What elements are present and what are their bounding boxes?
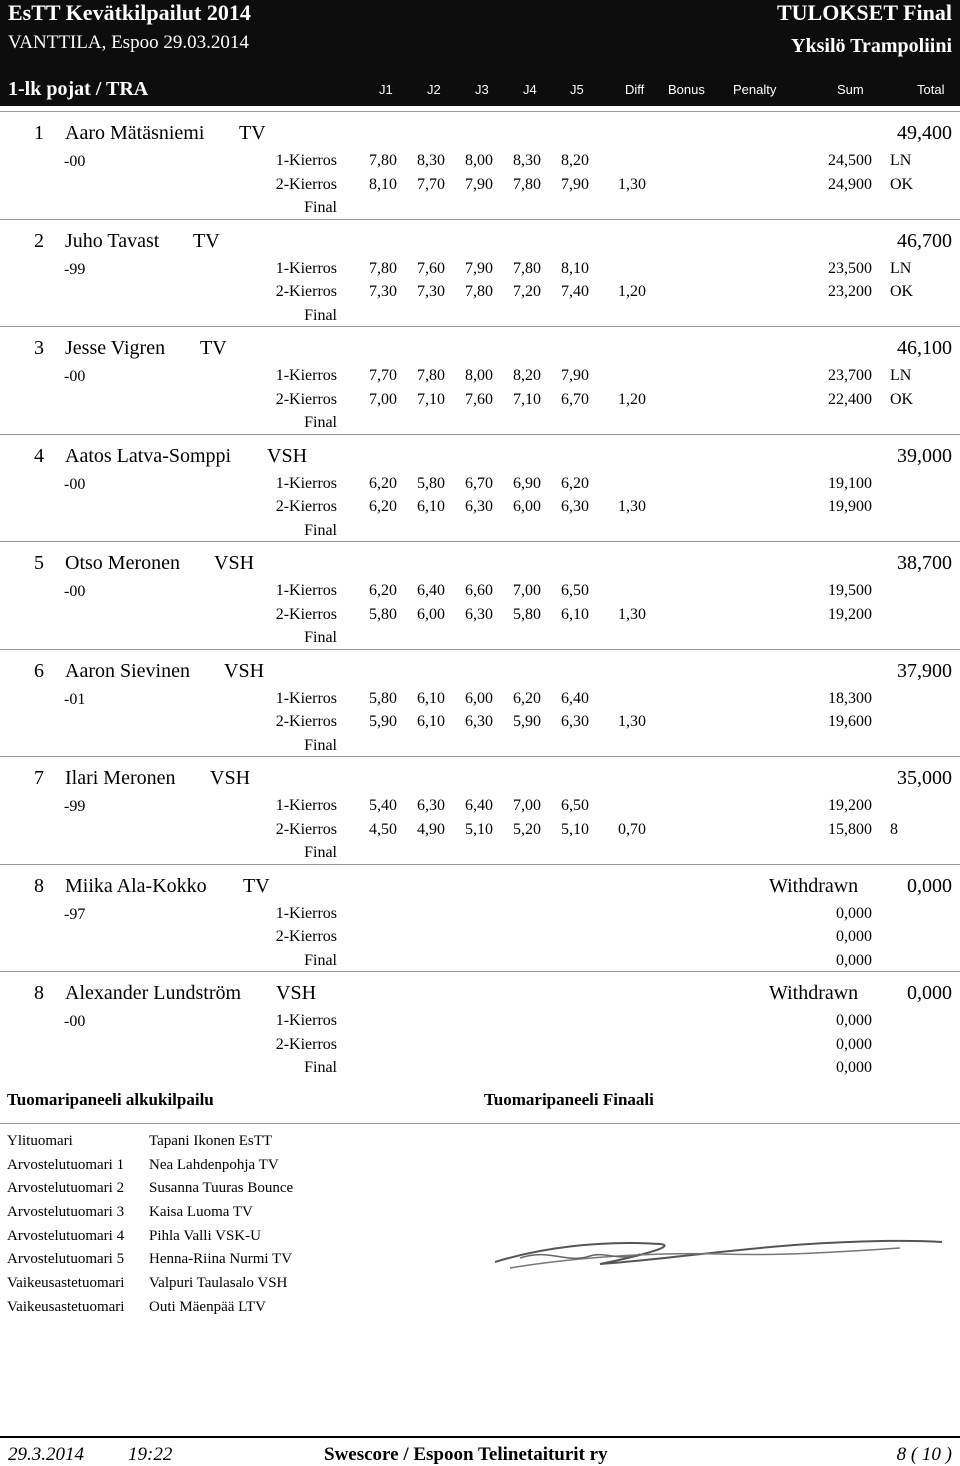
difficulty-score: 1,30 — [618, 605, 646, 623]
judge-score-j5: 7,90 — [561, 367, 589, 384]
judge-score-j2: 6,30 — [417, 797, 445, 814]
competitor-club: TV — [193, 229, 220, 252]
judge-score-j5: 5,10 — [561, 820, 589, 838]
competitor-block — [0, 219, 960, 327]
judge-score-j4: 5,90 — [513, 713, 541, 730]
judge-score-j1: 4,50 — [369, 820, 397, 838]
judge-score-j5: 6,50 — [561, 582, 589, 599]
round-sum: 0,000 — [836, 904, 872, 922]
judge-score-j3: 5,10 — [465, 820, 493, 838]
round-label: 1-Kierros — [275, 367, 337, 384]
round-label: 1-Kierros — [275, 152, 337, 169]
score-row — [0, 928, 960, 951]
judge-score-j2: 6,10 — [417, 713, 445, 730]
score-row — [0, 1012, 960, 1035]
competitor-place: 1 — [34, 122, 44, 144]
judge-score-j2: 6,40 — [417, 582, 445, 599]
round-label: Final — [304, 414, 337, 431]
competitor-block — [0, 326, 960, 434]
judge-score-j1: 6,20 — [369, 498, 397, 515]
judge-score-j5: 6,30 — [561, 713, 589, 730]
judge-role: Arvostelutuomari 1 — [7, 1156, 125, 1173]
judge-role: Ylituomari — [7, 1133, 73, 1149]
round-label: Final — [304, 521, 337, 539]
judge-score-j3: 6,70 — [465, 474, 493, 492]
competitor-club: TV — [239, 122, 266, 144]
judge-name: Outi Mäenpää LTV — [149, 1298, 266, 1315]
round-sum: 19,100 — [828, 474, 872, 492]
competitor-block — [0, 434, 960, 542]
difficulty-score: 1,30 — [618, 713, 646, 730]
judge-score-j4: 7,80 — [513, 259, 541, 277]
round-label: 1-Kierros — [275, 1012, 337, 1029]
judge-score-j2: 8,30 — [417, 152, 445, 169]
competitor-name: Ilari Meronen — [65, 767, 176, 789]
round-label: 1-Kierros — [275, 259, 337, 277]
judge-score-j1: 5,80 — [369, 689, 397, 707]
score-row — [0, 821, 960, 844]
competitor-status: Withdrawn — [769, 874, 859, 897]
round-label: 1-Kierros — [275, 797, 337, 814]
competitor-block — [0, 971, 960, 1079]
round-label: Final — [304, 844, 337, 861]
score-row — [0, 690, 960, 713]
judge-score-j4: 6,20 — [513, 689, 541, 707]
judge-score-j4: 6,00 — [513, 498, 541, 515]
judge-name: Susanna Tuuras Bounce — [149, 1180, 294, 1197]
competitor-birth-year: -97 — [64, 905, 86, 923]
judge-score-j5: 6,30 — [561, 498, 589, 515]
judge-score-j3: 7,90 — [465, 175, 493, 193]
round-sum: 0,000 — [836, 928, 872, 945]
round-label: 2-Kierros — [275, 498, 337, 515]
round-mark: LN — [890, 367, 912, 384]
competitor-place: 6 — [34, 659, 44, 682]
round-label: Final — [304, 199, 337, 216]
competitor-club: TV — [243, 874, 270, 897]
round-sum: 0,000 — [836, 951, 872, 969]
judge-score-j5: 6,40 — [561, 689, 589, 707]
footer-page-number: 8 ( 10 ) — [896, 1444, 952, 1465]
judge-score-j1: 8,10 — [369, 175, 397, 193]
competitor-club: VSH — [214, 552, 255, 574]
competitor-total: 0,000 — [907, 982, 952, 1004]
round-label: 2-Kierros — [275, 713, 337, 730]
panel-title-prelim: Tuomaripaneeli alkukilpailu — [7, 1090, 214, 1109]
judge-score-j1: 7,70 — [369, 367, 397, 384]
judge-score-j5: 6,70 — [561, 390, 589, 408]
round-sum: 18,300 — [828, 689, 872, 707]
round-sum: 0,000 — [836, 1012, 872, 1029]
score-row — [0, 283, 960, 306]
round-sum: 19,500 — [828, 582, 872, 599]
competitor-block — [0, 649, 960, 757]
competitor-name: Otso Meronen — [65, 552, 180, 574]
round-sum: 23,500 — [828, 259, 872, 277]
competitor-total: 49,400 — [897, 122, 952, 144]
competitor-place: 8 — [34, 874, 44, 897]
judge-score-j4: 7,80 — [513, 175, 541, 193]
score-row — [0, 367, 960, 390]
judge-role: Arvostelutuomari 5 — [7, 1251, 125, 1268]
judge-score-j4: 5,20 — [513, 820, 541, 838]
round-label: Final — [304, 629, 337, 646]
round-label: 2-Kierros — [275, 175, 337, 193]
judge-score-j4: 7,00 — [513, 797, 541, 814]
round-sum: 24,500 — [828, 152, 872, 169]
judge-score-j5: 8,10 — [561, 259, 589, 277]
competitor-name: Aaro Mätäsniemi — [65, 122, 205, 144]
judge-score-j3: 8,00 — [465, 152, 493, 169]
judge-score-j4: 8,20 — [513, 367, 541, 384]
judge-score-j4: 8,30 — [513, 152, 541, 169]
judge-score-j3: 7,80 — [465, 283, 493, 300]
page-footer — [0, 1436, 960, 1466]
competitor-birth-year: -99 — [64, 260, 86, 278]
competitor-birth-year: -00 — [64, 475, 86, 493]
competitor-block — [0, 864, 960, 972]
difficulty-score: 1,30 — [618, 175, 646, 193]
score-row — [0, 260, 960, 283]
judge-score-j1: 6,20 — [369, 474, 397, 492]
signature-image — [480, 1218, 950, 1288]
round-mark: LN — [890, 259, 912, 277]
competitor-block — [0, 756, 960, 864]
round-sum: 19,900 — [828, 498, 872, 515]
score-row — [0, 391, 960, 414]
judge-name: Nea Lahdenpohja TV — [149, 1156, 279, 1173]
score-row — [0, 475, 960, 498]
footer-time: 19:22 — [128, 1444, 173, 1465]
round-mark: OK — [890, 390, 914, 408]
judge-score-j2: 6,00 — [417, 605, 445, 623]
judge-score-j5: 6,10 — [561, 605, 589, 623]
round-label: Final — [304, 306, 337, 324]
results-table — [0, 111, 960, 1079]
judge-score-j2: 6,10 — [417, 498, 445, 515]
judge-role: Arvostelutuomari 3 — [7, 1204, 125, 1221]
competitor-total: 38,700 — [897, 552, 952, 574]
round-mark: 8 — [890, 820, 898, 838]
round-mark: OK — [890, 283, 914, 300]
competitor-birth-year: -99 — [64, 798, 86, 815]
competitor-place: 2 — [34, 229, 44, 252]
competitor-birth-year: -00 — [64, 1013, 86, 1030]
judge-score-j2: 5,80 — [417, 474, 445, 492]
judge-score-j5: 6,20 — [561, 474, 589, 492]
judge-score-j2: 7,70 — [417, 175, 445, 193]
panel-divider — [0, 1123, 960, 1124]
competitor-name: Jesse Vigren — [65, 337, 166, 359]
competitor-name: Juho Tavast — [65, 229, 160, 252]
competitor-total: 37,900 — [897, 659, 952, 682]
round-label: 2-Kierros — [275, 605, 337, 623]
judge-score-j5: 7,40 — [561, 283, 589, 300]
col-header-j1: J1 — [379, 82, 393, 97]
competitor-club: VSH — [224, 659, 265, 682]
competitor-name: Alexander Lundström — [65, 982, 242, 1004]
round-label: 2-Kierros — [275, 1035, 337, 1053]
panel-title-final: Tuomaripaneeli Finaali — [484, 1090, 654, 1109]
competitor-total: 46,700 — [897, 229, 952, 252]
judge-score-j3: 6,30 — [465, 713, 493, 730]
competitor-name: Aaron Sievinen — [65, 659, 190, 682]
competitor-place: 8 — [34, 982, 44, 1004]
competitor-name: Aatos Latva-Somppi — [65, 444, 232, 467]
results-label: TULOKSET Final — [776, 0, 952, 25]
round-label: 1-Kierros — [275, 904, 337, 922]
competitor-club: TV — [200, 337, 227, 359]
round-sum: 0,000 — [836, 1059, 872, 1076]
round-label: 2-Kierros — [275, 283, 337, 300]
competitor-total: 39,000 — [897, 444, 952, 467]
judge-role: Arvostelutuomari 4 — [7, 1227, 125, 1244]
score-row — [0, 1059, 960, 1082]
competition-title: EsTT Kevätkilpailut 2014 — [8, 0, 251, 25]
judge-score-j4: 7,10 — [513, 390, 541, 408]
competitor-place: 7 — [34, 767, 44, 789]
col-header-bonus: Bonus — [668, 82, 705, 97]
judge-score-j2: 7,30 — [417, 283, 445, 300]
competitor-club: VSH — [267, 444, 308, 467]
score-row — [0, 1036, 960, 1059]
judge-score-j4: 7,00 — [513, 582, 541, 599]
col-header-j3: J3 — [475, 82, 489, 97]
round-sum: 23,700 — [828, 367, 872, 384]
round-label: Final — [304, 736, 337, 754]
competitor-place: 3 — [34, 337, 44, 359]
round-sum: 19,200 — [828, 797, 872, 814]
round-label: 1-Kierros — [275, 689, 337, 707]
judge-score-j3: 6,40 — [465, 797, 493, 814]
judge-score-j2: 6,10 — [417, 689, 445, 707]
judge-role: Arvostelutuomari 2 — [7, 1180, 125, 1197]
score-row — [0, 176, 960, 199]
judge-score-j2: 7,60 — [417, 259, 445, 277]
round-label: 1-Kierros — [275, 474, 337, 492]
col-header-j4: J4 — [523, 82, 537, 97]
judge-score-j1: 5,80 — [369, 605, 397, 623]
competitor-block — [0, 541, 960, 649]
judge-score-j2: 7,80 — [417, 367, 445, 384]
round-mark: LN — [890, 152, 912, 169]
judge-score-j3: 6,60 — [465, 582, 493, 599]
judge-score-j1: 7,30 — [369, 283, 397, 300]
judge-score-j4: 6,90 — [513, 474, 541, 492]
judge-name: Kaisa Luoma TV — [149, 1204, 253, 1221]
round-label: 2-Kierros — [275, 390, 337, 408]
competitor-club: VSH — [276, 982, 317, 1004]
judge-role: Vaikeusastetuomari — [7, 1275, 125, 1292]
footer-date: 29.3.2014 — [8, 1444, 84, 1465]
round-label: 1-Kierros — [275, 582, 337, 599]
round-label: Final — [304, 1059, 337, 1076]
competitor-block — [0, 111, 960, 219]
score-row — [0, 582, 960, 605]
difficulty-score: 1,20 — [618, 283, 646, 300]
competitor-place: 4 — [34, 444, 44, 467]
competitor-club: VSH — [210, 767, 251, 789]
col-header-total: Total — [917, 82, 945, 97]
judge-name: Tapani Ikonen EsTT — [149, 1133, 273, 1149]
score-row — [0, 498, 960, 521]
judge-score-j3: 6,30 — [465, 605, 493, 623]
col-header-sum: Sum — [837, 82, 864, 97]
score-row — [0, 606, 960, 629]
score-row — [0, 152, 960, 175]
round-sum: 19,600 — [828, 713, 872, 730]
difficulty-score: 1,20 — [618, 390, 646, 408]
competitor-birth-year: -00 — [64, 583, 86, 600]
judge-score-j3: 7,90 — [465, 259, 493, 277]
judge-score-j1: 7,00 — [369, 390, 397, 408]
judge-score-j4: 7,20 — [513, 283, 541, 300]
competitor-birth-year: -00 — [64, 153, 86, 170]
judge-score-j2: 7,10 — [417, 390, 445, 408]
judge-score-j3: 6,00 — [465, 689, 493, 707]
round-mark: OK — [890, 175, 914, 193]
footer-organizer: Swescore / Espoon Telinetaiturit ry — [324, 1444, 608, 1465]
score-row — [0, 713, 960, 736]
judge-name: Henna-Riina Nurmi TV — [149, 1251, 293, 1268]
competitor-place: 5 — [34, 552, 44, 574]
judge-role: Vaikeusastetuomari — [7, 1298, 125, 1315]
judge-name: Valpuri Taulasalo VSH — [149, 1275, 288, 1292]
page-header — [0, 0, 960, 106]
judge-score-j1: 7,80 — [369, 259, 397, 277]
judge-score-j5: 8,20 — [561, 152, 589, 169]
score-row — [0, 905, 960, 928]
judge-score-j1: 7,80 — [369, 152, 397, 169]
round-sum: 24,900 — [828, 175, 872, 193]
judge-score-j1: 6,20 — [369, 582, 397, 599]
round-sum: 22,400 — [828, 390, 872, 408]
judge-score-j2: 4,90 — [417, 820, 445, 838]
competitor-status: Withdrawn — [769, 982, 859, 1004]
col-header-penalty: Penalty — [733, 82, 777, 97]
round-sum: 23,200 — [828, 283, 872, 300]
competitor-total: 46,100 — [897, 337, 952, 359]
competitor-birth-year: -01 — [64, 690, 86, 708]
judge-score-j5: 7,90 — [561, 175, 589, 193]
judge-name: Pihla Valli VSK-U — [149, 1227, 261, 1244]
judge-score-j1: 5,40 — [369, 797, 397, 814]
round-label: 2-Kierros — [275, 928, 337, 945]
round-sum: 0,000 — [836, 1035, 872, 1053]
competitor-birth-year: -00 — [64, 368, 86, 385]
judge-score-j5: 6,50 — [561, 797, 589, 814]
col-header-j2: J2 — [427, 82, 441, 97]
competition-location: VANTTILA, Espoo 29.03.2014 — [8, 32, 249, 53]
difficulty-score: 0,70 — [618, 820, 646, 838]
difficulty-score: 1,30 — [618, 498, 646, 515]
competitor-total: 0,000 — [907, 874, 952, 897]
round-label: Final — [304, 951, 337, 969]
class-name: 1-lk pojat / TRA — [8, 78, 149, 100]
competitor-total: 35,000 — [897, 767, 952, 789]
round-label: 2-Kierros — [275, 820, 337, 838]
judge-score-j3: 7,60 — [465, 390, 493, 408]
round-sum: 19,200 — [828, 605, 872, 623]
competitor-name: Miika Ala-Kokko — [65, 874, 207, 897]
judge-score-j3: 6,30 — [465, 498, 493, 515]
event-name: Yksilö Trampoliini — [791, 35, 952, 57]
col-header-j5: J5 — [570, 82, 584, 97]
col-header-diff: Diff — [625, 82, 645, 97]
round-sum: 15,800 — [828, 820, 872, 838]
score-row — [0, 797, 960, 820]
judge-score-j4: 5,80 — [513, 605, 541, 623]
judge-score-j1: 5,90 — [369, 713, 397, 730]
judge-score-j3: 8,00 — [465, 367, 493, 384]
